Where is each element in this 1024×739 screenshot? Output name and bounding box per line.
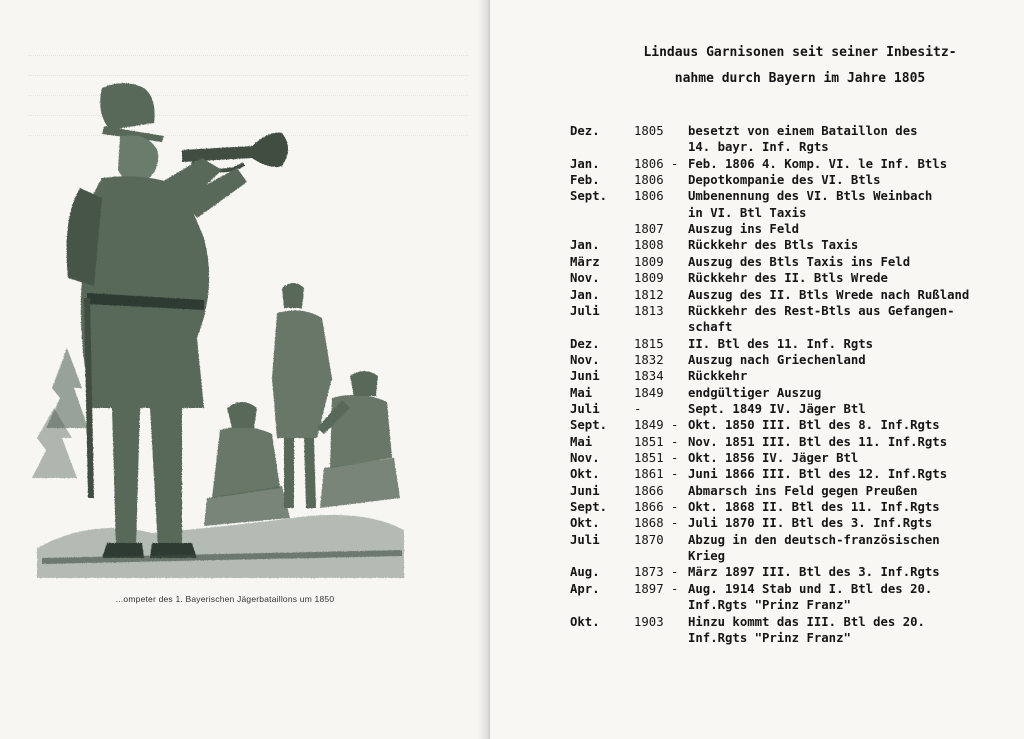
garrison-entry [570, 320, 1010, 335]
entry-text: Abmarsch ins Feld gegen Preußen [688, 483, 918, 498]
garrison-entry [570, 255, 1010, 270]
garrison-entry [570, 124, 1010, 139]
entry-year: 1806 [634, 173, 664, 188]
entry-text: Inf.Rgts "Prinz Franz" [688, 598, 851, 613]
entry-text: 14. bayr. Inf. Rgts [688, 140, 829, 155]
entry-month: Dez. [570, 336, 600, 351]
entry-text: Inf.Rgts "Prinz Franz" [688, 630, 851, 645]
entry-year: 1868 - [634, 516, 679, 531]
entry-month: Sept. [570, 189, 608, 204]
entry-text: Aug. 1914 Stab und I. Btl des 20. [688, 581, 933, 596]
trumpeter-illustration [32, 78, 412, 588]
entry-month: Mai [570, 434, 593, 449]
entry-text: Auszug ins Feld [688, 222, 800, 237]
entry-month: Juni [570, 369, 600, 384]
entry-year: 1806 [634, 189, 664, 204]
garrison-entry [570, 288, 1010, 303]
garrison-entry [570, 157, 1010, 172]
garrison-entry [570, 206, 1010, 221]
entry-month: Aug. [570, 565, 600, 580]
garrison-entry [570, 484, 1010, 499]
entry-text: Juli 1870 II. Btl des 3. Inf.Rgts [688, 516, 933, 531]
page-title [600, 40, 1000, 92]
garrison-entry [570, 467, 1010, 482]
garrison-entry [570, 222, 1010, 237]
entry-year: 1832 [634, 352, 664, 367]
entry-year: 1808 [634, 238, 664, 253]
garrison-entry [570, 500, 1010, 515]
entry-year: - [634, 401, 642, 416]
entry-month: Okt. [570, 516, 600, 531]
entry-month: März [570, 254, 600, 269]
entry-text: Juni 1866 III. Btl des 12. Inf.Rgts [688, 467, 948, 482]
entry-text: Umbenennung des VI. Btls Weinbach [688, 189, 933, 204]
entry-month: Juli [570, 303, 600, 318]
entry-text: Nov. 1851 III. Btl des 11. Inf.Rgts [688, 434, 948, 449]
garrison-entry [570, 516, 1010, 531]
entry-text: Auszug nach Griechenland [688, 352, 866, 367]
entry-text: Depotkompanie des VI. Btls [688, 173, 881, 188]
entry-year: 1861 - [634, 467, 679, 482]
entry-text: Rückkehr des Btls Taxis [688, 238, 859, 253]
title-line-2: nahme durch Bayern im Jahre 1805 [674, 71, 926, 86]
garrison-entry [570, 271, 1010, 286]
entry-month: Nov. [570, 271, 600, 286]
left-page [0, 0, 488, 739]
entry-text: II. Btl des 11. Inf. Rgts [688, 336, 874, 351]
garrison-entry [570, 615, 1010, 630]
entry-text: besetzt von einem Bataillon des [688, 124, 918, 138]
entry-year: 1807 [634, 222, 664, 237]
entry-text: Hinzu kommt das III. Btl des 20. [688, 614, 925, 629]
garrison-entry [570, 337, 1010, 352]
garrison-entry [570, 369, 1010, 384]
garrison-entry [570, 533, 1010, 548]
entry-year: 1849 - [634, 418, 679, 433]
entry-month: Jan. [570, 238, 600, 253]
entry-text: Rückkehr des II. Btls Wrede [688, 271, 888, 286]
entry-year: 1851 - [634, 451, 679, 465]
entry-year: 1849 [634, 385, 664, 400]
entry-text: Krieg [688, 549, 726, 564]
garrison-entry [570, 582, 1010, 597]
entry-month: Mai [570, 385, 593, 400]
entry-text: März 1897 III. Btl des 3. Inf.Rgts [688, 565, 940, 580]
entry-year: 1806 - [634, 156, 679, 171]
entry-year: 1805 [634, 124, 664, 138]
garrison-entry [570, 549, 1010, 564]
entry-text: schaft [688, 320, 733, 335]
entry-month: Sept. [570, 500, 608, 515]
entry-text: Rückkehr [688, 369, 748, 384]
entry-text: Auszug des II. Btls Wrede nach Rußland [688, 287, 970, 302]
garrison-entry [570, 173, 1010, 188]
entry-month: Juli [570, 401, 600, 416]
entry-text: Rückkehr des Rest-Btls aus Gefangen- [688, 303, 955, 318]
entry-year: 1815 [634, 336, 664, 351]
entry-text: Sept. 1849 IV. Jäger Btl [688, 401, 866, 416]
entry-month: Jan. [570, 287, 600, 302]
entry-month: Nov. [570, 352, 600, 367]
entry-month: Feb. [570, 173, 600, 188]
garrison-entry [570, 451, 1010, 466]
entry-year: 1897 - [634, 581, 679, 596]
entry-month: Okt. [570, 614, 600, 629]
entry-text: Abzug in den deutsch-französischen [688, 532, 940, 547]
entry-year: 1866 - [634, 500, 679, 515]
entry-month: Juli [570, 532, 600, 547]
entry-text: Feb. 1806 4. Komp. VI. le Inf. Btls [688, 156, 948, 171]
entry-month: Okt. [570, 467, 600, 482]
garrison-entry [570, 353, 1010, 368]
entry-month: Dez. [570, 124, 600, 138]
entry-month: Sept. [570, 418, 608, 433]
entry-year: 1812 [634, 287, 664, 302]
entry-text: Auszug des Btls Taxis ins Feld [688, 254, 911, 269]
entry-month: Jan. [570, 156, 600, 171]
entry-year: 1834 [634, 369, 664, 384]
entry-year: 1809 [634, 271, 664, 286]
garrison-entry [570, 386, 1010, 401]
garrison-entry [570, 402, 1010, 417]
entry-text: Okt. 1850 III. Btl des 8. Inf.Rgts [688, 418, 940, 433]
garrison-entry [570, 631, 1010, 646]
entry-text: in VI. Btl Taxis [688, 205, 807, 220]
entry-month: Juni [570, 483, 600, 498]
title-line-1: Lindaus Garnisonen seit seiner Inbesitz- [643, 45, 957, 60]
entry-text: endgültiger Auszug [688, 385, 822, 400]
garrison-entry [570, 435, 1010, 450]
garrison-entry [570, 565, 1010, 580]
entry-year: 1870 [634, 532, 664, 547]
entry-text: Okt. 1868 II. Btl des 11. Inf.Rgts [688, 500, 940, 515]
garrison-entry [570, 238, 1010, 253]
garrison-entry [570, 598, 1010, 613]
entry-year: 1851 - [634, 434, 679, 449]
entry-month: Nov. [570, 451, 600, 465]
garrison-entry [570, 418, 1010, 433]
entry-year: 1903 [634, 614, 664, 629]
entry-month: Apr. [570, 581, 600, 596]
garrison-entry [570, 189, 1010, 204]
entry-text: Okt. 1856 IV. Jäger Btl [688, 451, 859, 465]
entry-year: 1873 - [634, 565, 679, 580]
entry-year: 1866 [634, 483, 664, 498]
garrison-entry [570, 140, 1010, 155]
entry-year: 1809 [634, 254, 664, 269]
entry-year: 1813 [634, 303, 664, 318]
illustration-caption: ...ompeter des 1. Bayerischen Jägerbataillons um 1850 [115, 594, 335, 604]
garrison-entry [570, 304, 1010, 319]
